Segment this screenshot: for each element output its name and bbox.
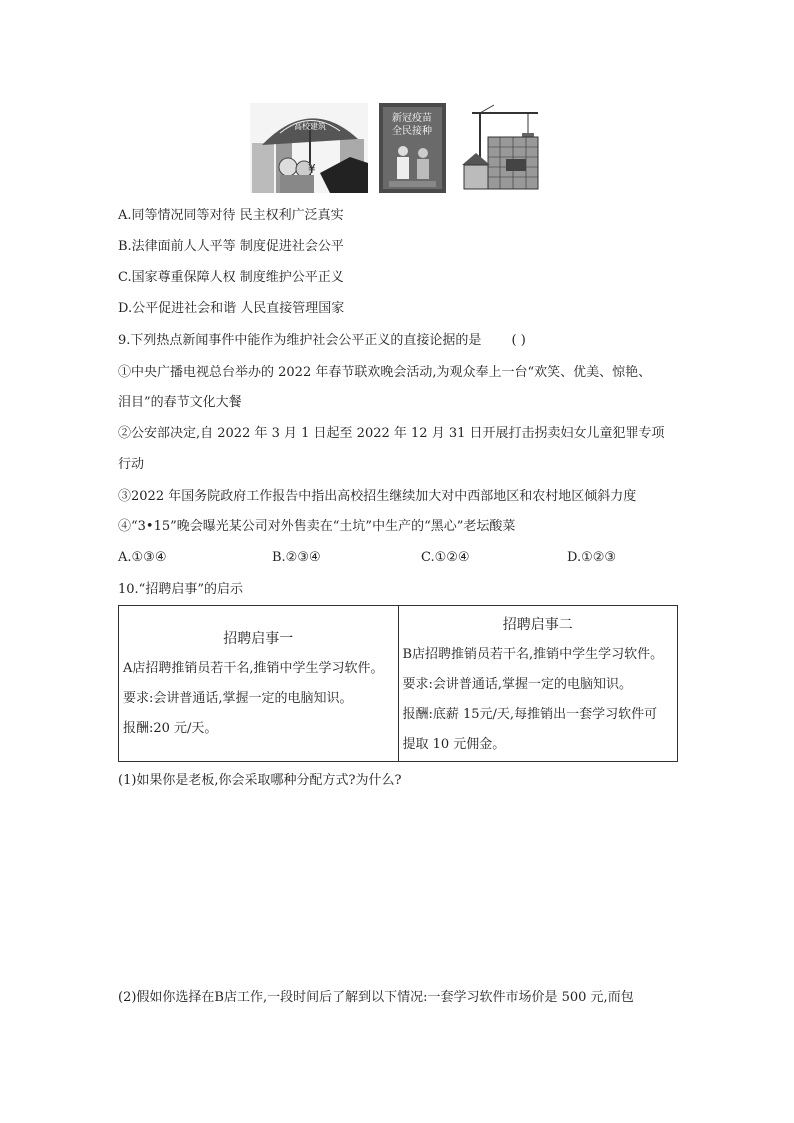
notice-two-line4: 提取 10 元佣金。	[402, 737, 506, 752]
q9-item1-line1: ①中央广播电视总台举办的 2022 年春节联欢晚会活动,为观众奉上一台“欢笑、优美、惊艳、	[118, 365, 652, 380]
q8-option-a: A.同等情况同等对待 民主权利广泛真实	[118, 208, 344, 223]
q9-stem-text: 9.下列热点新闻事件中能作为维护社会公平正义的直接论据的是	[118, 333, 482, 348]
q9-item2-line2: 行动	[118, 457, 145, 472]
svg-text:¥: ¥	[308, 162, 316, 176]
q10-subquestion-2: (2)假如你选择在B店工作,一段时间后了解到以下情况:一套学习软件市场价是 500 元,而包	[118, 990, 634, 1005]
notice-two-title: 招聘启事二	[502, 617, 573, 633]
q9-item4: ④“3•15”晚会曝光某公司对外售卖在“土坑”中生产的“黑心”老坛酸菜	[118, 519, 516, 534]
notice-one-title: 招聘启事一	[223, 631, 294, 647]
q8-option-c: C.国家尊重保障人权 制度维护公平正义	[118, 270, 344, 285]
notice-one-line3: 报酬:20 元/天。	[123, 721, 218, 736]
housing-construction-illustration	[458, 103, 546, 193]
q9-answer-paren: ( )	[511, 333, 526, 348]
q9-item3: ③2022 年国务院政府工作报告中指出高校招生继续加大对中西部地区和农村地区倾斜力度	[118, 489, 637, 504]
q9-option-b: B.②③④	[272, 550, 321, 565]
notice-two-line1: B店招聘推销员若干名,推销中学生学习软件。	[402, 647, 664, 662]
q9-item1-line2: 泪目”的春节文化大餐	[118, 395, 242, 410]
job-notice-two	[398, 606, 678, 762]
q9-option-a: A.①③④	[118, 550, 167, 565]
poster-line1: 新冠疫苗	[392, 113, 432, 124]
q8-option-d: D.公平促进社会和谐 人民直接管理国家	[118, 301, 345, 316]
poster-line2: 全民接种	[392, 126, 432, 137]
vaccine-poster-illustration	[379, 103, 446, 193]
q9-item2-line1: ②公安部决定,自 2022 年 3 月 1 日起至 2022 年 12 月 31 日开展打击拐卖妇女儿童犯罪专项	[118, 426, 665, 441]
job-notice-one	[119, 606, 399, 762]
umbrella-label: 高校建筑	[294, 122, 326, 131]
q9-stem	[118, 332, 526, 350]
q10-subquestion-1: (1)如果你是老板,你会采取哪种分配方式?为什么?	[118, 773, 402, 788]
notice-two-line2: 要求:会讲普通话,掌握一定的电脑知识。	[402, 677, 633, 692]
q8-option-b: B.法律面前人人平等 制度促进社会公平	[118, 239, 344, 254]
q9-option-d: D.①②③	[567, 550, 617, 565]
notice-one-line2: 要求:会讲普通话,掌握一定的电脑知识。	[123, 691, 353, 706]
q9-option-c: C.①②④	[421, 550, 470, 565]
umbrella-subsidy-illustration	[250, 103, 368, 193]
notice-one-line1: A店招聘推销员若干名,推销中学生学习软件。	[123, 661, 384, 676]
q10-title: 10.“招聘启事”的启示	[118, 582, 243, 597]
notice-two-line3: 报酬:底薪 15元/天,每推销出一套学习软件可	[402, 707, 658, 722]
job-notice-table	[118, 605, 678, 762]
